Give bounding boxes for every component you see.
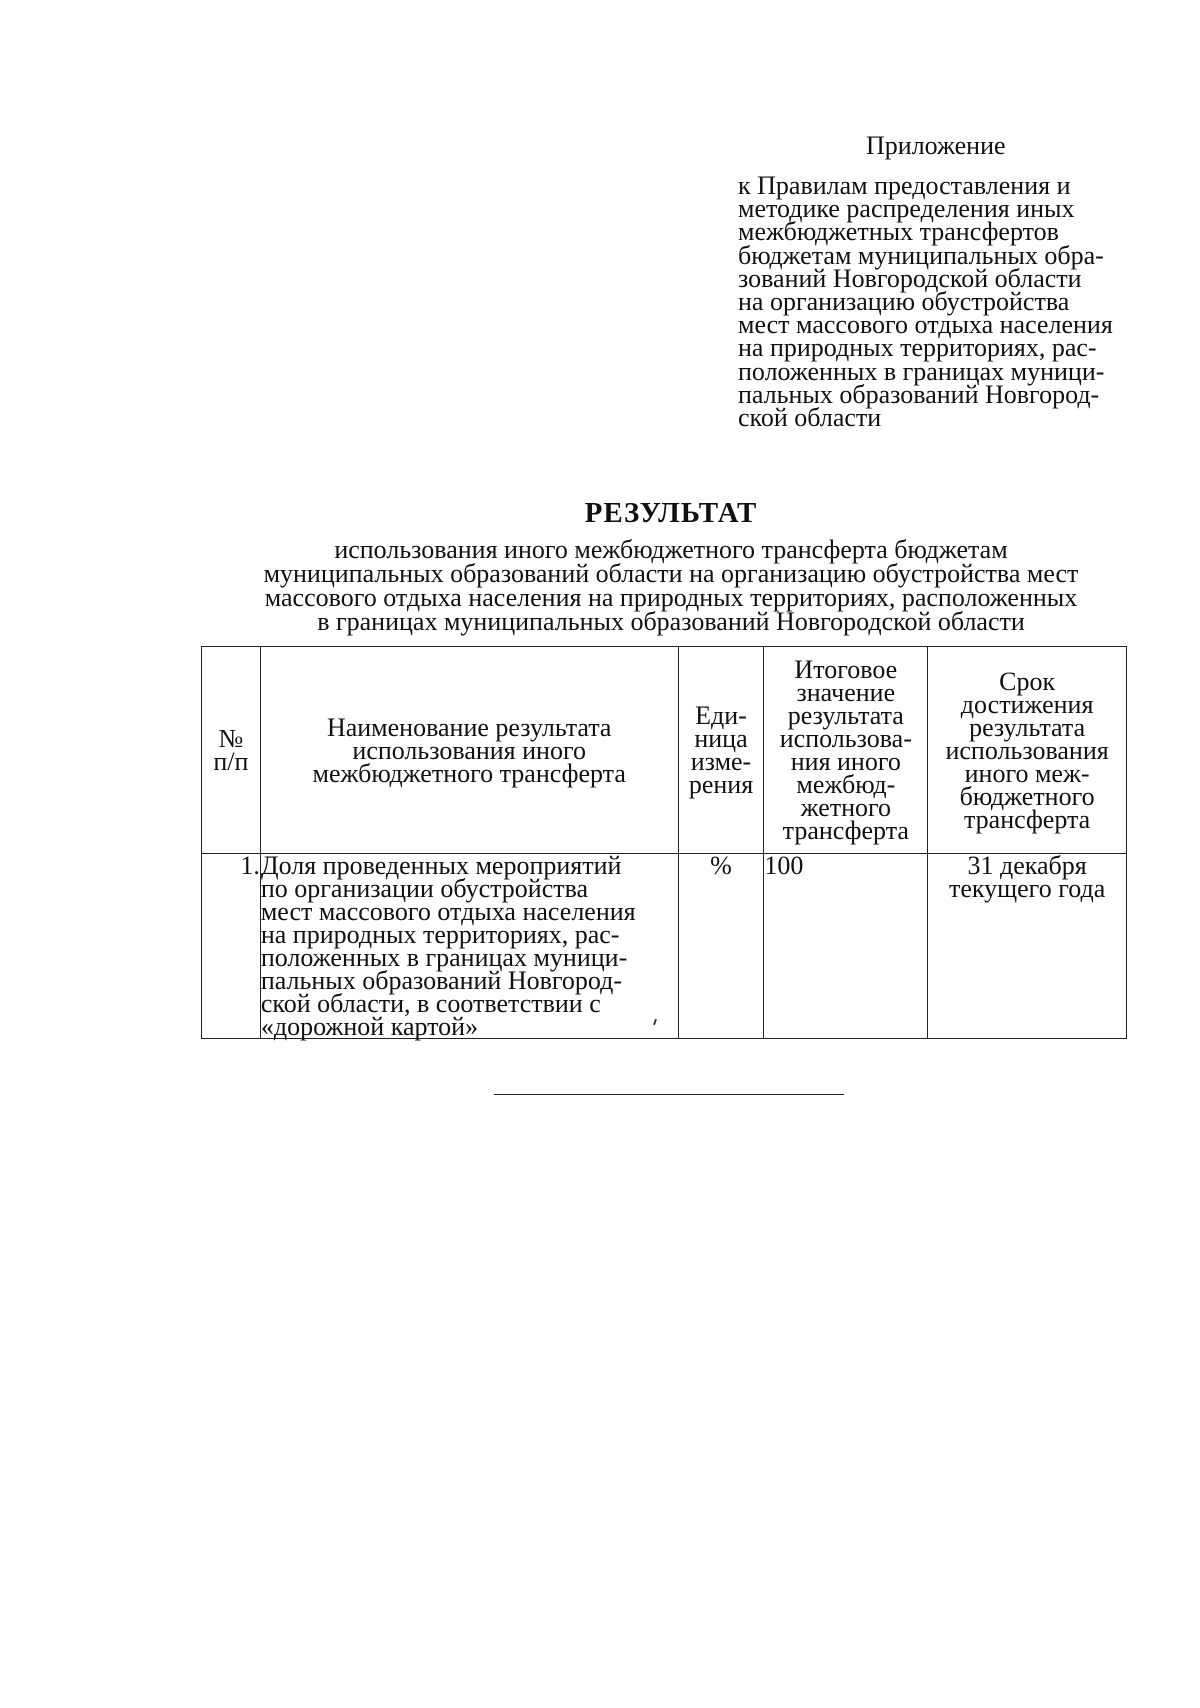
header-line: Наименование результата	[326, 712, 612, 742]
header-line: ница	[694, 724, 748, 753]
cell-line: текущего года	[948, 874, 1106, 903]
cell-line: мест массового отдыха населения	[260, 897, 636, 926]
header-line: значение	[796, 678, 896, 707]
header-line: использования	[945, 735, 1109, 765]
cell-unit: %	[678, 854, 764, 1039]
cell-line: по организации обустройства	[260, 874, 589, 903]
header-line: №	[218, 724, 244, 753]
appendix-text	[738, 171, 1113, 433]
cell-value: 100	[764, 854, 928, 1039]
cell-name	[260, 851, 678, 1041]
header-line: иного меж-	[964, 758, 1090, 788]
header-line: трансферта	[963, 804, 1091, 834]
document-subtitle	[200, 535, 1142, 636]
appendix-line: зований Новгородской области	[738, 263, 1082, 293]
cell-deadline	[928, 851, 1127, 1039]
cell-line: ской области, в соответствии с	[260, 989, 601, 1018]
subtitle-line: в границах муниципальных образований Новгородской области	[317, 607, 1025, 636]
header-line: Еди-	[695, 701, 747, 730]
header-line: изме-	[690, 747, 752, 776]
subtitle-line: использования иного межбюджетного трансферта бюджетам	[334, 535, 1008, 564]
cell-line: 31 декабря	[967, 851, 1087, 880]
header-line: межбюд-	[796, 770, 896, 799]
appendix-line: межбюджетных трансфертов	[738, 217, 1059, 247]
subtitle-line: муниципальных образований области на организацию обустройства мест	[263, 559, 1079, 588]
appendix-line: бюджетам муниципальных обра-	[738, 240, 1104, 270]
appendix-title: Приложение	[866, 131, 1006, 160]
table-header-row	[202, 647, 1127, 854]
header-line: п/п	[213, 747, 249, 776]
cell-line: «дорожной картой»	[260, 1012, 479, 1041]
header-number	[202, 647, 261, 854]
header-deadline	[928, 647, 1127, 854]
header-line: рения	[688, 770, 754, 799]
cell-line: Доля проведенных мероприятий	[260, 851, 622, 880]
appendix-line: положенных в границах муници-	[738, 356, 1105, 386]
document-title: РЕЗУЛЬТАТ	[584, 497, 758, 529]
table-row	[202, 854, 1127, 1039]
result-table	[201, 646, 1127, 1039]
header-unit	[678, 647, 764, 854]
header-line: жетного	[800, 793, 892, 822]
header-line: достижения	[960, 689, 1094, 719]
cell-line: на природных территориях, рас-	[260, 920, 620, 949]
header-line: Итоговое	[794, 655, 898, 684]
header-line: ния иного	[790, 747, 901, 776]
header-line: межбюджетного трансферта	[312, 758, 626, 788]
header-line: бюджетного	[959, 781, 1095, 811]
header-line: трансферта	[782, 816, 909, 845]
header-line: результата	[787, 701, 904, 730]
cell-number: 1.	[202, 854, 261, 1039]
header-line: результата	[969, 712, 1086, 742]
closing-rule	[494, 1094, 844, 1095]
appendix-line: на организацию обустройства	[738, 287, 1070, 317]
header-value	[764, 647, 928, 854]
header-line: использова-	[779, 724, 912, 753]
appendix-line: мест массового отдыха населения	[738, 310, 1113, 340]
appendix-line: пальных образований Новгород-	[738, 379, 1100, 409]
appendix-line: к Правилам предоставления и	[738, 171, 1071, 200]
appendix-line: ской области	[738, 403, 882, 433]
appendix-line: на природных территориях, рас-	[738, 333, 1097, 363]
subtitle-line: массового отдыха населения на природных территориях, расположенных	[264, 583, 1078, 612]
header-line: использования иного	[352, 735, 586, 765]
header-line: Срок	[999, 666, 1056, 696]
cell-line: пальных образований Новгород-	[260, 966, 623, 995]
appendix-line: методике распределения иных	[738, 194, 1075, 224]
cell-line: положенных в границах муници-	[260, 943, 628, 972]
header-name	[260, 647, 678, 854]
